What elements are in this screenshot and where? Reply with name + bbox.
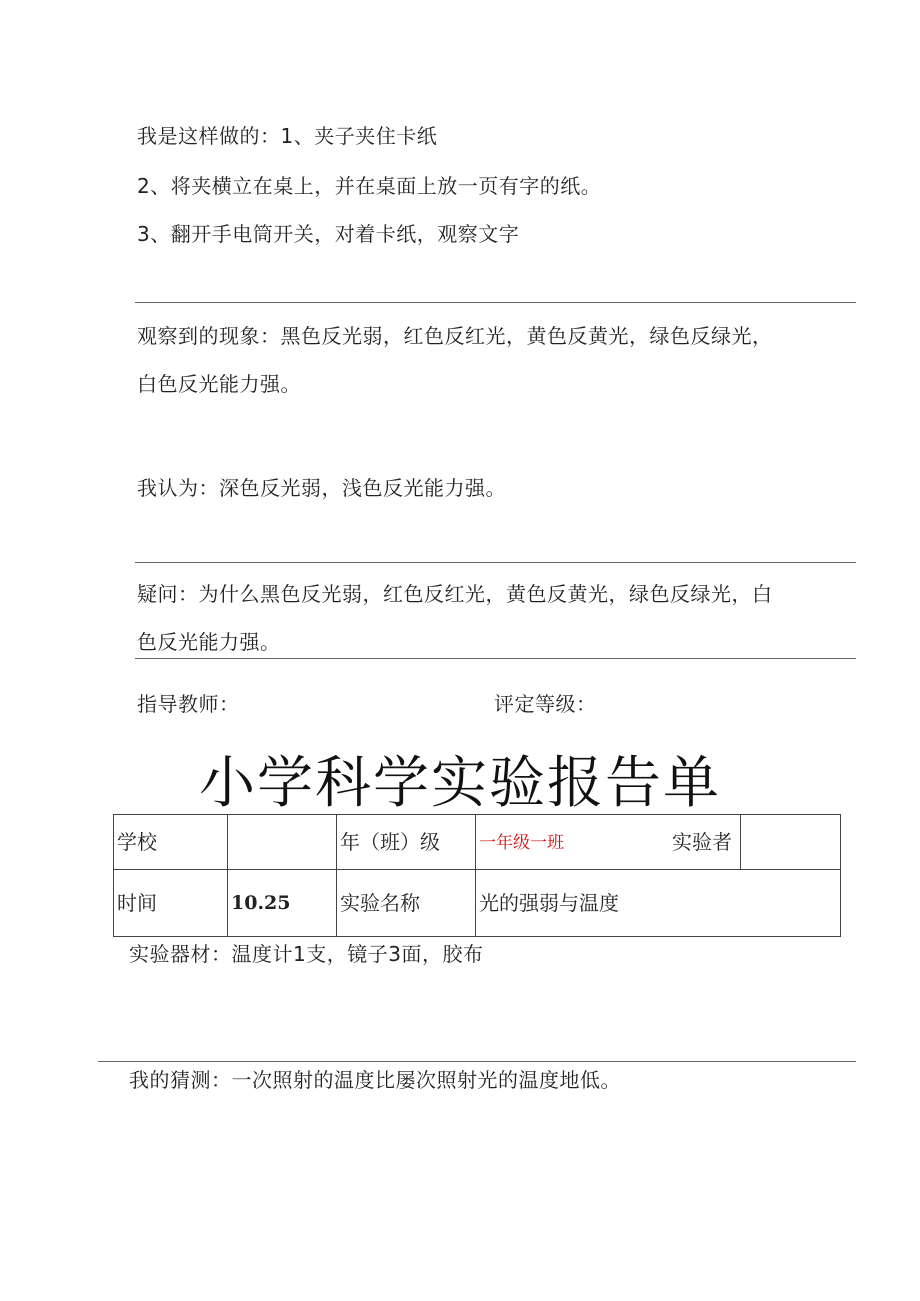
question-line-2: 色反光能力强。 — [137, 630, 281, 654]
table-row — [114, 815, 841, 870]
report-title: 小学科学实验报告单 — [199, 751, 721, 816]
divider-procedure — [135, 302, 856, 303]
divider-conclusion — [135, 562, 856, 563]
experimenter-value — [741, 815, 841, 870]
table-row — [114, 870, 841, 937]
teacher-label: 指导教师： — [137, 692, 240, 716]
experiment-name-value: 光的强弱与温度 — [476, 870, 841, 937]
experiment-name-label: 实验名称 — [337, 870, 476, 937]
procedure-line-1: 我是这样做的：1、夹子夹住卡纸 — [137, 124, 438, 148]
conclusion-line-1: 我认为：深色反光弱，浅色反光能力强。 — [137, 476, 506, 500]
class-cell — [476, 815, 741, 870]
experimenter-label: 实验者 — [672, 830, 732, 854]
divider-question — [135, 658, 856, 659]
time-label: 时间 — [114, 870, 228, 937]
class-label: 年（班）级 — [337, 815, 476, 870]
report-info-table — [113, 814, 841, 937]
procedure-line-3: 3、翻开手电筒开关，对着卡纸，观察文字 — [137, 222, 520, 246]
observation-line-1: 观察到的现象：黑色反光弱，红色反红光，黄色反黄光，绿色反绿光， — [137, 324, 773, 348]
school-label: 学校 — [114, 815, 228, 870]
question-line-1: 疑问：为什么黑色反光弱，红色反红光，黄色反黄光，绿色反绿光，白 — [137, 582, 773, 606]
time-value: 10.25 — [228, 870, 337, 937]
divider-materials — [98, 1061, 856, 1062]
materials-line: 实验器材：温度计1支，镜子3面，胶布 — [129, 942, 484, 966]
procedure-line-2: 2、将夹横立在桌上，并在桌面上放一页有字的纸。 — [137, 174, 602, 198]
grade-label: 评定等级： — [494, 692, 597, 716]
guess-line: 我的猜测：一次照射的温度比屡次照射光的温度地低。 — [129, 1068, 621, 1092]
observation-line-2: 白色反光能力强。 — [137, 372, 301, 396]
class-value: 一年级一班 — [479, 833, 564, 853]
school-value — [228, 815, 337, 870]
